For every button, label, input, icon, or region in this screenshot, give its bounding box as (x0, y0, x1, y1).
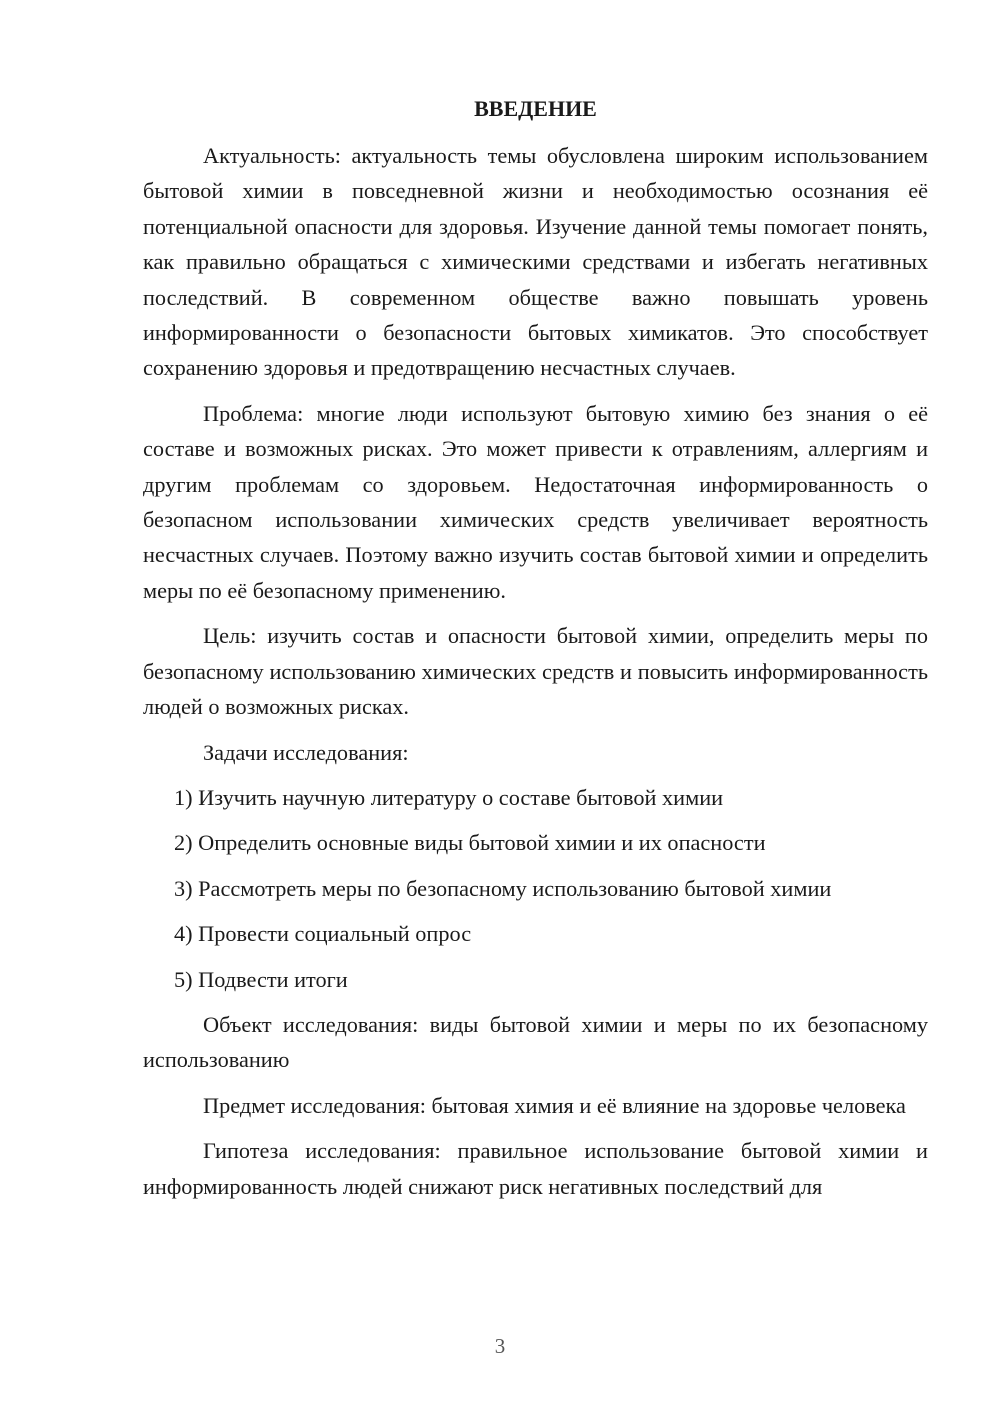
paragraph-relevance: Актуальность: актуальность темы обусловлена широким использованием бытовой химии в повседневной жизни и необходимостью осознания её потенциальной опасности для здоровья. Изучение данной темы помогает понять, как правильно обращаться с химическими средствами и избегать негативных последствий. В современном обществе важно повышать уровень информированности о безопасности бытовых химикатов. Это способствует сохранению здоровья и предотвращению несчастных случаев. (143, 143, 928, 381)
paragraph-object: Объект исследования: виды бытовой химии и меры по их безопасному использованию (143, 1011, 928, 1073)
paragraph-goal: Цель: изучить состав и опасности бытовой химии, определить меры по безопасному использованию химических средств и повысить информированность людей о возможных рисках. (143, 623, 928, 720)
list-item: 2) Определить основные виды бытовой химии и их опасности (174, 830, 766, 856)
paragraph-subject: Предмет исследования: бытовая химия и её влияние на здоровье человека (203, 1092, 906, 1118)
list-item: 4) Провести социальный опрос (174, 921, 472, 947)
tasks-list (143, 780, 928, 997)
paragraph-problem: Проблема: многие люди используют бытовую химию без знания о её составе и возможных рисках. Это может привести к отравлениям, аллергиям и другим проблемам со здоровьем. Недостаточная информированность о безопасном использовании химических средств увеличивает вероятность несчастных случаев. Поэтому важно изучить состав бытовой химии и определить меры по её безопасному применению. (143, 400, 928, 603)
list-item: 1) Изучить научную литературу о составе бытовой химии (174, 784, 724, 810)
paragraph-tasks-heading: Задачи исследования: (203, 739, 409, 765)
page-title: ВВЕДЕНИЕ (474, 96, 597, 121)
list-item: 5) Подвести итоги (174, 966, 348, 992)
document-page (143, 92, 928, 1214)
page-number: 3 (494, 1334, 506, 1358)
paragraph-hypothesis: Гипотеза исследования: правильное использование бытовой химии и информированность людей снижают риск негативных последствий для (143, 1138, 928, 1199)
list-item: 3) Рассмотреть меры по безопасному использованию бытовой химии (174, 875, 832, 901)
